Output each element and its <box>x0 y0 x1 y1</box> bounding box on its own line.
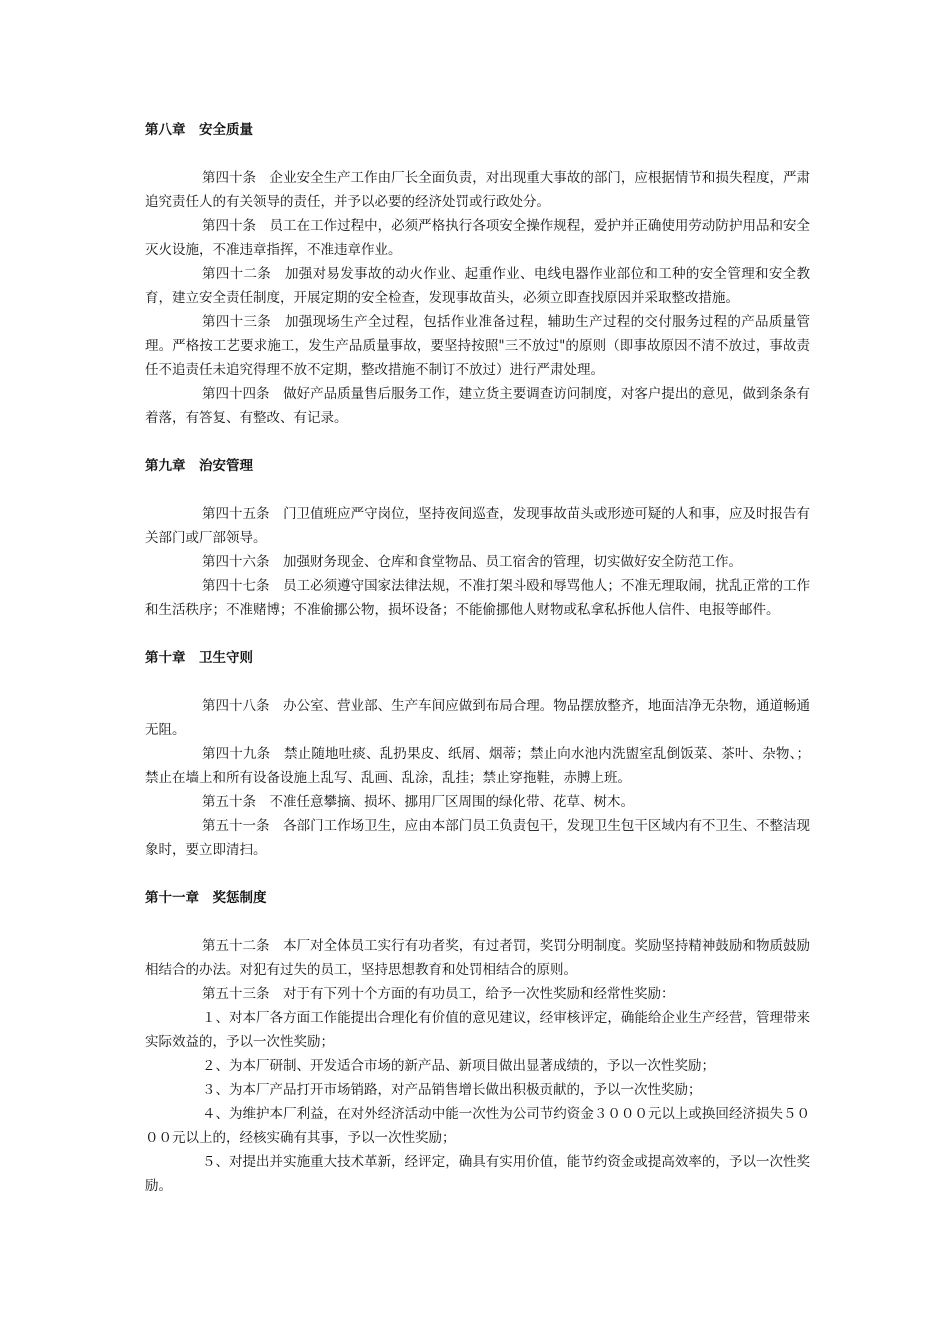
article-paragraph: 第四十八条 办公室、营业部、生产车间应做到布局合理。物品摆放整齐，地面洁净无杂物，通道畅通无阻。 <box>145 698 810 738</box>
chapter-title: 第八章 安全质量 <box>145 122 253 138</box>
article-paragraph: 第四十条 员工在工作过程中，必须严格执行各项安全操作规程，爱护并正确使用劳动防护用品和安全灭火设施，不准违章指挥，不准违章作业。 <box>145 218 810 258</box>
chapter-title: 第十一章 奖惩制度 <box>145 890 267 906</box>
chapter-10 <box>145 646 810 862</box>
article-paragraph: 第四十二条 加强对易发事故的动火作业、起重作业、电线电器作业部位和工种的安全管理和安全教育，建立安全责任制度，开展定期的安全检查，发现事故苗头，必须立即查找原因并采取整改措施。 <box>145 266 810 306</box>
article-paragraph: 第五十一条 各部门工作场卫生，应由本部门员工负责包干，发现卫生包干区域内有不卫生、不整洁现象时，要立即清扫。 <box>145 818 810 858</box>
article-paragraph: 第四十九条 禁止随地吐痰、乱扔果皮、纸屑、烟蒂；禁止向水池内洗盥室乱倒饭菜、茶叶、杂物、；禁止在墙上和所有设备设施上乱写、乱画、乱涂，乱挂；禁止穿拖鞋，赤膊上班。 <box>145 746 810 786</box>
list-item: ５、对提出并实施重大技术革新，经评定，确具有实用价值，能节约资金或提高效率的，予以一次性奖励。 <box>145 1154 810 1194</box>
article-paragraph: 第四十五条 门卫值班应严守岗位，坚持夜间巡查，发现事故苗头或形迹可疑的人和事，应及时报告有关部门或厂部领导。 <box>145 506 810 546</box>
article-paragraph: 第五十三条 对于有下列十个方面的有功员工，给予一次性奖励和经常性奖励： <box>202 986 675 1002</box>
document-page <box>145 118 810 1222</box>
chapter-9 <box>145 454 810 622</box>
chapter-11 <box>145 886 810 1198</box>
article-paragraph: 第四十三条 加强现场生产全过程，包括作业准备过程，辅助生产过程的交付服务过程的产品质量管理。严格按工艺要求施工，发生产品质量事故，要坚持按照"三不放过"的原则（即事故原因不清不放过，事故责任不追责任未追究得理不放不定期，整改措施不制订不放过）进行严肃处理。 <box>145 314 810 378</box>
chapter-body <box>145 934 810 1198</box>
list-item: ２、为本厂研制、开发适合市场的新产品、新项目做出显著成绩的，予以一次性奖励； <box>202 1058 715 1074</box>
chapter-body <box>145 502 810 622</box>
list-item: ４、为维护本厂利益，在对外经济活动中能一次性为公司节约资金３０００元以上或换回经济损失５０００元以上的，经核实确有其事，予以一次性奖励； <box>145 1106 810 1146</box>
article-paragraph: 第四十条 企业安全生产工作由厂长全面负责，对出现重大事故的部门，应根据情节和损失程度，严肃追究责任人的有关领导的责任，并予以必要的经济处罚或行政处分。 <box>145 170 810 210</box>
article-paragraph: 第四十七条 员工必须遵守国家法律法规，不准打架斗殴和辱骂他人；不准无理取闹，扰乱正常的工作和生活秩序；不准赌博；不准偷挪公物，损坏设备；不能偷挪他人财物或私拿私拆他人信件、电报等邮件。 <box>145 578 810 618</box>
article-paragraph: 第五十二条 本厂对全体员工实行有功者奖，有过者罚，奖罚分明制度。奖励坚持精神鼓励和物质鼓励相结合的办法。对犯有过失的员工，坚持思想教育和处罚相结合的原则。 <box>145 938 810 978</box>
chapter-title: 第十章 卫生守则 <box>145 650 253 666</box>
chapter-body <box>145 166 810 430</box>
chapter-8 <box>145 118 810 430</box>
article-paragraph: 第四十四条 做好产品质量售后服务工作，建立货主要调查访问制度，对客户提出的意见，做到条条有着落，有答复、有整改、有记录。 <box>145 386 810 426</box>
article-paragraph: 第四十六条 加强财务现金、仓库和食堂物品、员工宿舍的管理，切实做好安全防范工作。 <box>202 554 742 570</box>
article-paragraph: 第五十条 不准任意攀摘、损坏、挪用厂区周围的绿化带、花草、树木。 <box>202 794 634 810</box>
list-item: ３、为本厂产品打开市场销路，对产品销售增长做出积极贡献的，予以一次性奖励； <box>202 1082 702 1098</box>
chapter-body <box>145 694 810 862</box>
list-item: １、对本厂各方面工作能提出合理化有价值的意见建议，经审核评定，确能给企业生产经营，管理带来实际效益的，予以一次性奖励； <box>145 1010 810 1050</box>
chapter-title: 第九章 治安管理 <box>145 458 253 474</box>
